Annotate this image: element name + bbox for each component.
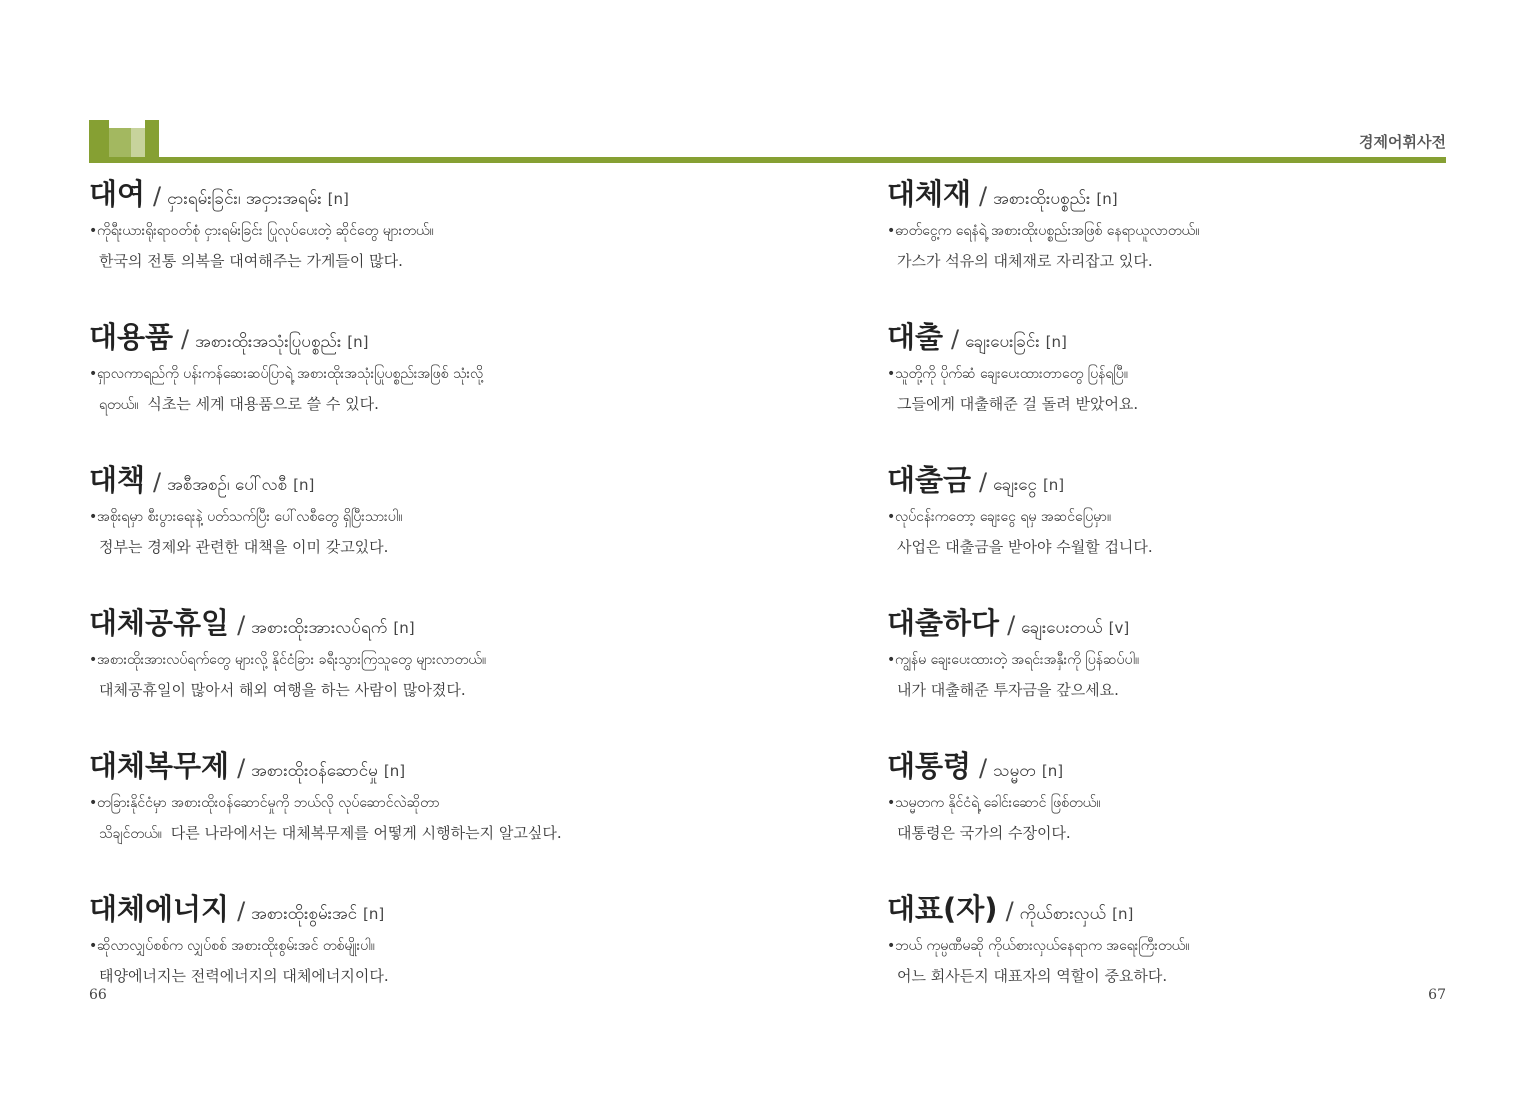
entry-head bbox=[887, 315, 1527, 359]
gloss: အစားထိုးပစ္စည်း bbox=[993, 189, 1091, 209]
example-line bbox=[89, 389, 729, 420]
example-myanmar: ကျွန်မ ချေးပေးထားတဲ့ အရင်းအနှီးကို ပြန်ဆပ်ပါ။ bbox=[895, 652, 1140, 668]
gloss: အစားထိုးအားလပ်ရက် bbox=[251, 618, 388, 638]
example-line bbox=[887, 246, 1527, 277]
example-line bbox=[89, 961, 729, 992]
example-korean: 대통령은 국가의 수장이다. bbox=[897, 824, 1071, 842]
example-korean: 그들에게 대출해준 걸 돌려 받았어요. bbox=[897, 395, 1139, 413]
part-of-speech: [n] bbox=[1112, 905, 1134, 923]
page-number-right: 67 bbox=[1428, 987, 1446, 1003]
header-decoration bbox=[89, 118, 160, 160]
entry-head bbox=[89, 601, 729, 645]
separator: / bbox=[979, 468, 988, 496]
example-korean: 태양에너지는 전력에너지의 대체에너지이다. bbox=[99, 967, 389, 985]
headword: 대책 bbox=[89, 463, 146, 497]
separator: / bbox=[237, 897, 246, 925]
part-of-speech: [n] bbox=[1041, 762, 1064, 780]
example-korean: 대체공휴일이 많아서 해외 여행을 하는 사람이 많아졌다. bbox=[99, 681, 466, 699]
page-number-left: 66 bbox=[89, 987, 107, 1003]
headword: 대체재 bbox=[887, 177, 972, 211]
entry bbox=[89, 172, 729, 277]
separator: / bbox=[1005, 897, 1014, 925]
example-line bbox=[887, 532, 1527, 563]
separator: / bbox=[237, 754, 246, 782]
example-korean: 다른 나라에서는 대체복무제를 어떻게 시행하는지 알고싶다. bbox=[170, 824, 562, 842]
example-myanmar: ဓာတ်ငွေ့က ရေနံရဲ့ အစားထိုးပစ္စည်းအဖြစ် နေရာယူလာတယ်။ bbox=[895, 223, 1200, 239]
part-of-speech: [n] bbox=[1042, 476, 1065, 494]
entry bbox=[887, 601, 1527, 706]
example-line bbox=[89, 675, 729, 706]
headword: 대체공휴일 bbox=[89, 606, 230, 640]
example-korean: 한국의 전통 의복을 대여해주는 가게들이 많다. bbox=[99, 252, 403, 270]
headword: 대여 bbox=[89, 177, 146, 211]
entry bbox=[887, 458, 1527, 563]
part-of-speech: [n] bbox=[393, 619, 415, 637]
example-korean: 가스가 석유의 대체재로 자리잡고 있다. bbox=[897, 252, 1153, 270]
gloss: ငှားရမ်းခြင်း၊ အငှားအရမ်း bbox=[167, 189, 322, 209]
entry-head bbox=[89, 887, 729, 931]
book-title: 경제어휘사전 bbox=[1359, 133, 1446, 151]
entry bbox=[887, 887, 1527, 992]
example-myanmar: အစိုးရမှာ စီးပွားရေးနဲ့ ပတ်သက်ပြီး ပေါ်လစီတွေ ရှိပြီးသားပါ။ bbox=[97, 509, 403, 525]
example-myanmar: လုပ်ငန်းကတော့ ချေးငွေ ရမှ အဆင်ပြေမှာ။ bbox=[895, 509, 1112, 525]
separator: / bbox=[979, 182, 988, 210]
part-of-speech: [n] bbox=[1096, 190, 1118, 208]
entry bbox=[89, 744, 729, 849]
gloss: အစားထိုးစွမ်းအင် bbox=[251, 904, 358, 924]
example-line bbox=[89, 532, 729, 563]
entry-head bbox=[887, 172, 1527, 216]
gloss: အစားထိုးဝန်ဆောင်မှု bbox=[251, 761, 378, 781]
part-of-speech: [n] bbox=[347, 333, 369, 351]
gloss: အစီအစဉ်၊ ပေါ်လစီ bbox=[167, 475, 288, 495]
left-page-entries bbox=[89, 172, 729, 992]
example-line: •တခြားနိုင်ငံမှာ အစားထိုးဝန်ဆောင်မှုကို ဘယ်လို လုပ်ဆောင်လဲဆိုတာ bbox=[89, 795, 440, 811]
example-line: •ကိုရီးယားရိုးရာဝတ်စုံ ငှားရမ်းခြင်း ပြုလုပ်ပေးတဲ့ ဆိုင်တွေ များတယ်။ bbox=[89, 223, 434, 239]
example-myanmar: ဘယ် ကုမ္ပဏီမဆို ကိုယ်စားလှယ်နေရာက အရေးကြီးတယ်။ bbox=[895, 938, 1190, 954]
entry-head bbox=[887, 744, 1527, 788]
entry-head bbox=[89, 315, 729, 359]
headword: 대표(자) bbox=[887, 892, 998, 926]
example-myanmar: အစားထိုးအားလပ်ရက်တွေ များလို့ နိုင်ငံခြား ခရီးသွားကြသူတွေ များလာတယ်။ bbox=[97, 652, 487, 668]
part-of-speech: [n] bbox=[327, 190, 349, 208]
part-of-speech: [n] bbox=[293, 476, 315, 494]
entry bbox=[89, 458, 729, 563]
example-line: •အစားထိုးအားလပ်ရက်တွေ များလို့ နိုင်ငံခြား ခရီးသွားကြသူတွေ များလာတယ်။ bbox=[89, 652, 487, 668]
example-line bbox=[887, 675, 1527, 706]
part-of-speech: [n] bbox=[1045, 333, 1067, 351]
headword: 대체복무제 bbox=[89, 749, 230, 783]
entry bbox=[89, 887, 729, 992]
example-line: •ဆိုလာလျှပ်စစ်က လျှပ်စစ် အစားထိုးစွမ်းအင် တစ်မျိုးပါ။ bbox=[89, 938, 375, 954]
gloss: ချေးပေးခြင်း bbox=[965, 332, 1040, 352]
example-korean: 식초는 세계 대용품으로 쓸 수 있다. bbox=[147, 395, 379, 413]
example-myanmar: သိချင်တယ်။ bbox=[99, 826, 162, 842]
example-line: •သူတို့ကို ပိုက်ဆံ ချေးပေးထားတာတွေ ပြန်ရပြီ။ bbox=[887, 366, 1128, 382]
entry-head bbox=[887, 458, 1527, 502]
entry-head bbox=[887, 887, 1527, 931]
example-korean: 어느 회사든지 대표자의 역할이 중요하다. bbox=[897, 967, 1168, 985]
entry bbox=[89, 315, 729, 420]
separator: / bbox=[979, 754, 988, 782]
example-myanmar: ကိုရီးယားရိုးရာဝတ်စုံ ငှားရမ်းခြင်း ပြုလုပ်ပေးတဲ့ ဆိုင်တွေ များတယ်။ bbox=[97, 223, 434, 239]
separator: / bbox=[153, 182, 162, 210]
right-page-entries bbox=[887, 172, 1527, 992]
example-line: •ရှာလကာရည်ကို ပန်းကန်ဆေးဆပ်ပြာရဲ့ အစားထိုးအသုံးပြုပစ္စည်းအဖြစ် သုံးလို့ bbox=[89, 366, 484, 382]
entry bbox=[887, 744, 1527, 849]
example-line: •ဓာတ်ငွေ့က ရေနံရဲ့ အစားထိုးပစ္စည်းအဖြစ် နေရာယူလာတယ်။ bbox=[887, 223, 1200, 239]
headword: 대출 bbox=[887, 320, 944, 354]
gloss: ကိုယ်စားလှယ် bbox=[1019, 904, 1107, 924]
entry-head bbox=[89, 744, 729, 788]
example-korean: 사업은 대출금을 받아야 수월할 겁니다. bbox=[897, 538, 1153, 556]
part-of-speech: [n] bbox=[363, 905, 385, 923]
example-myanmar: ဆိုလာလျှပ်စစ်က လျှပ်စစ် အစားထိုးစွမ်းအင် တစ်မျိုးပါ။ bbox=[97, 938, 375, 954]
entry-head bbox=[887, 601, 1527, 645]
headword: 대통령 bbox=[887, 749, 972, 783]
separator: / bbox=[1007, 611, 1016, 639]
gloss: ချေးငွေ bbox=[993, 475, 1037, 495]
entry bbox=[887, 172, 1527, 277]
example-korean: 정부는 경제와 관련한 대책을 이미 갖고있다. bbox=[99, 538, 389, 556]
headword: 대출하다 bbox=[887, 606, 1000, 640]
header-rule bbox=[89, 157, 1446, 163]
example-line: •လုပ်ငန်းကတော့ ချေးငွေ ရမှ အဆင်ပြေမှာ။ bbox=[887, 509, 1112, 525]
example-myanmar: ရှာလကာရည်ကို ပန်းကန်ဆေးဆပ်ပြာရဲ့ အစားထိုးအသုံးပြုပစ္စည်းအဖြစ် သုံးလို့ bbox=[97, 366, 484, 382]
example-myanmar: သမ္မတက နိုင်ငံရဲ့ ခေါင်းဆောင် ဖြစ်တယ်။ bbox=[895, 795, 1101, 811]
example-myanmar: ရတယ်။ bbox=[99, 397, 139, 413]
example-line bbox=[887, 818, 1527, 849]
headword: 대용품 bbox=[89, 320, 174, 354]
entry bbox=[89, 601, 729, 706]
example-line bbox=[887, 389, 1527, 420]
gloss: အစားထိုးအသုံးပြုပစ္စည်း bbox=[195, 332, 342, 352]
example-myanmar: သူတို့ကို ပိုက်ဆံ ချေးပေးထားတာတွေ ပြန်ရပြီ။ bbox=[895, 366, 1128, 382]
separator: / bbox=[181, 325, 190, 353]
separator: / bbox=[153, 468, 162, 496]
separator: / bbox=[237, 611, 246, 639]
entry-head bbox=[89, 172, 729, 216]
gloss: ချေးပေးတယ် bbox=[1021, 618, 1103, 638]
example-line: •ကျွန်မ ချေးပေးထားတဲ့ အရင်းအနှီးကို ပြန်ဆပ်ပါ။ bbox=[887, 652, 1140, 668]
example-line: •သမ္မတက နိုင်ငံရဲ့ ခေါင်းဆောင် ဖြစ်တယ်။ bbox=[887, 795, 1101, 811]
example-line bbox=[89, 818, 729, 849]
example-line bbox=[89, 246, 729, 277]
entry bbox=[887, 315, 1527, 420]
example-korean: 내가 대출해준 투자금을 갚으세요. bbox=[897, 681, 1119, 699]
example-myanmar: တခြားနိုင်ငံမှာ အစားထိုးဝန်ဆောင်မှုကို ဘယ်လို လုပ်ဆောင်လဲဆိုတာ bbox=[97, 795, 440, 811]
example-line: •အစိုးရမှာ စီးပွားရေးနဲ့ ပတ်သက်ပြီး ပေါ်လစီတွေ ရှိပြီးသားပါ။ bbox=[89, 509, 403, 525]
headword: 대체에너지 bbox=[89, 892, 230, 926]
part-of-speech: [v] bbox=[1108, 619, 1130, 637]
separator: / bbox=[951, 325, 960, 353]
part-of-speech: [n] bbox=[383, 762, 406, 780]
example-line: •ဘယ် ကုမ္ပဏီမဆို ကိုယ်စားလှယ်နေရာက အရေးကြီးတယ်။ bbox=[887, 938, 1190, 954]
headword: 대출금 bbox=[887, 463, 972, 497]
gloss: သမ္မတ bbox=[993, 761, 1036, 781]
entry-head bbox=[89, 458, 729, 502]
